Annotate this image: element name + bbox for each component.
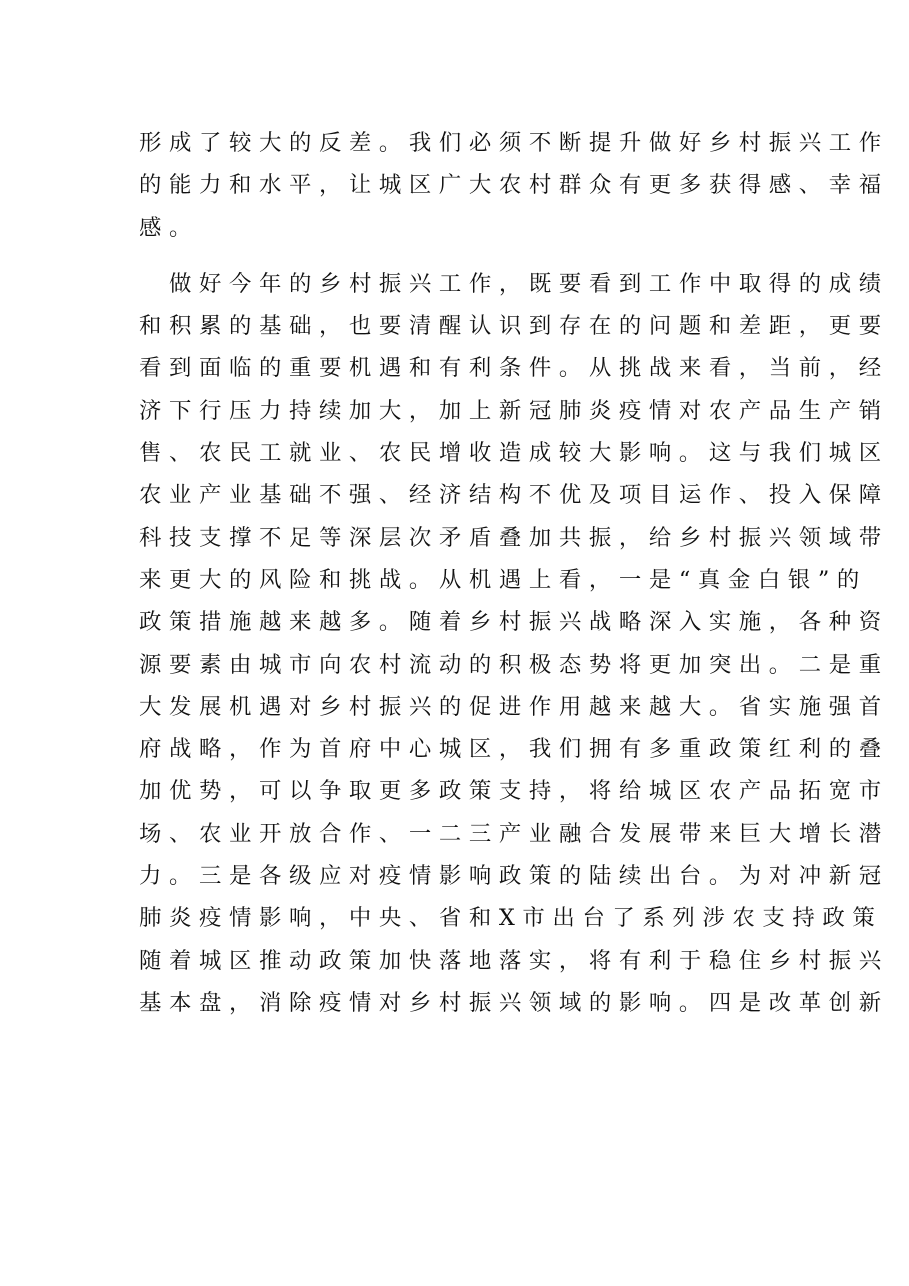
text-line: 的能力和水平，让城区广大农村群众有更多获得感、幸福 — [139, 172, 889, 199]
text-line: 基本盘，消除疫情对乡村振兴领域的影响。四是改革创新 — [139, 989, 889, 1016]
text-line: 形成了较大的反差。我们必须不断提升做好乡村振兴工作 — [139, 130, 889, 156]
text-line: 府战略，作为首府中心城区，我们拥有多重政策红利的叠 — [139, 736, 889, 763]
text-line: 政策措施越来越多。随着乡村振兴战略深入实施，各种资 — [139, 609, 889, 636]
text-line: 科技支撑不足等深层次矛盾叠加共振，给乡村振兴领域带 — [139, 524, 889, 551]
text-line: 大发展机遇对乡村振兴的促进作用越来越大。省实施强首 — [139, 693, 889, 720]
text-line: 力。三是各级应对疫情影响政策的陆续出台。为对冲新冠 — [139, 863, 889, 890]
text-line: 源要素由城市向农村流动的积极态势将更加突出。二是重 — [139, 651, 889, 678]
text-line: 场、农业开放合作、一二三产业融合发展带来巨大增长潜 — [139, 820, 889, 847]
text-line: 和积累的基础，也要清醒认识到存在的问题和差距，更要 — [139, 313, 889, 340]
text-line: 济下行压力持续加大，加上新冠肺炎疫情对农产品生产销 — [139, 397, 889, 424]
text-line: 随着城区推动政策加快落地落实，将有利于稳住乡村振兴 — [139, 947, 889, 974]
text-line: 做好今年的乡村振兴工作，既要看到工作中取得的成绩 — [169, 270, 889, 297]
text-line: 农业产业基础不强、经济结构不优及项目运作、投入保障 — [139, 482, 889, 509]
text-line: 看到面临的重要机遇和有利条件。从挑战来看，当前，经 — [139, 355, 889, 382]
text-line: 肺炎疫情影响，中央、省和X市出台了系列涉农支持政策 — [139, 905, 883, 932]
document-body — [139, 122, 889, 1024]
text-line: 售、农民工就业、农民增收造成较大影响。这与我们城区 — [139, 440, 889, 467]
paragraph-1 — [139, 122, 889, 249]
paragraph-spacing — [139, 249, 779, 263]
text-line: 感。 — [139, 214, 199, 241]
paragraph-2 — [139, 263, 889, 1024]
text-line: 来更大的风险和挑战。从机遇上看，一是“真金白银”的 — [139, 566, 867, 593]
text-line: 加优势，可以争取更多政策支持，将给城区农产品拓宽市 — [139, 778, 889, 805]
